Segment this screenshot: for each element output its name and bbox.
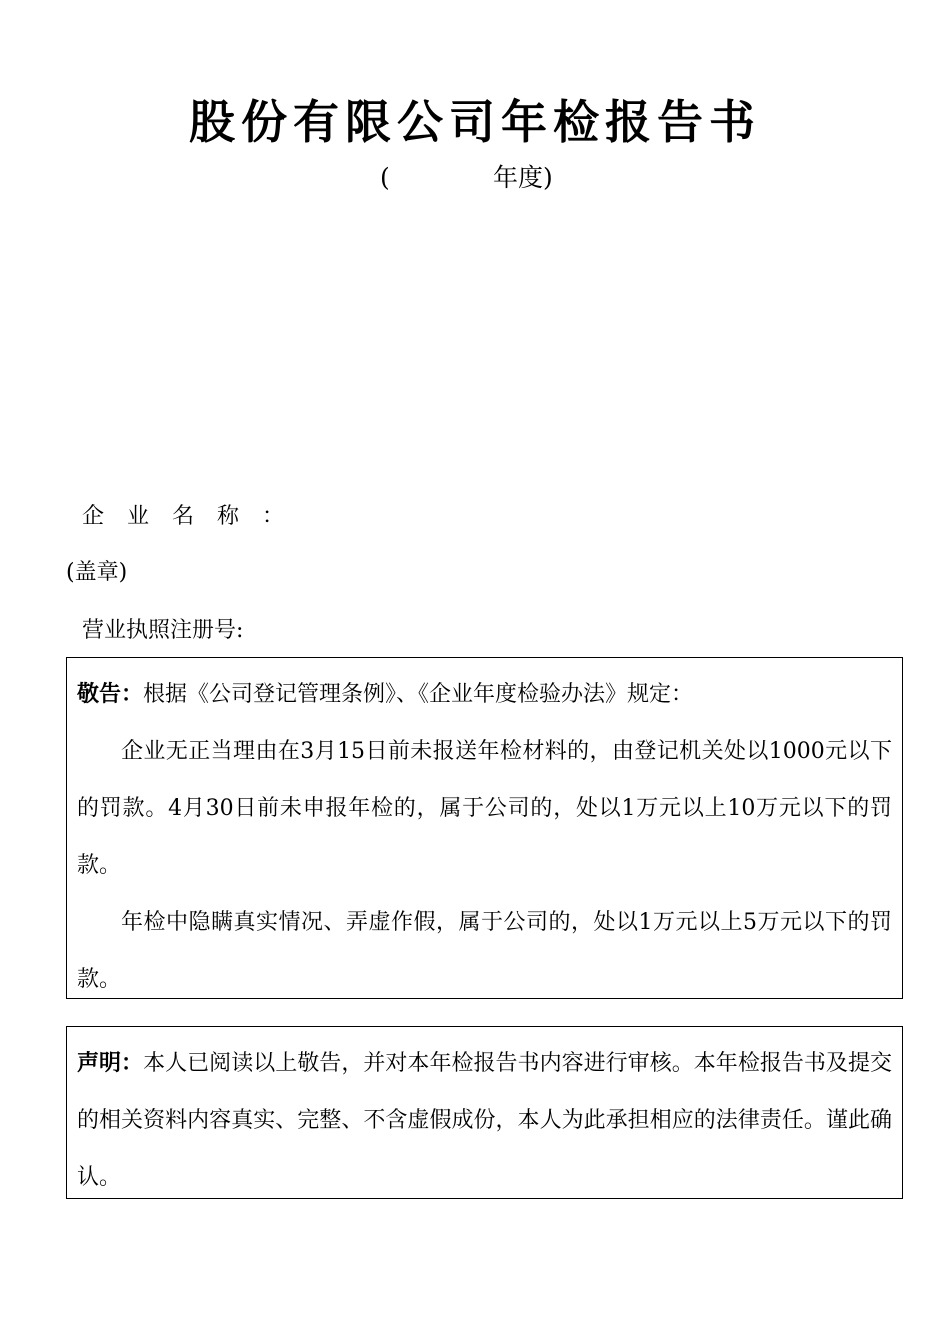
warning-intro bbox=[77, 666, 892, 723]
statement-text: 本人已阅读以上敬告，并对本年检报告书内容进行审核。本年检报告书及提交的相关资料内容真实、完整、不含虚假成份，本人为此承担相应的法律责任。谨此确认。 bbox=[77, 1051, 892, 1190]
seal-label: (盖章) bbox=[66, 560, 128, 585]
document-title: 股份有限公司年检报告书 bbox=[189, 95, 761, 149]
warning-paragraph-2: 年检中隐瞒真实情况、弄虚作假，属于公司的，处以1万元以上5万元以下的罚款。 bbox=[77, 910, 892, 992]
year-label: 年度) bbox=[493, 163, 553, 192]
warning-paragraph-1: 企业无正当理由在3月15日前未报送年检材料的，由登记机关处以1000元以下的罚款。4月30日前未申报年检的，属于公司的，处以1万元以上10万元以下的罚款。 bbox=[77, 739, 892, 878]
statement-box bbox=[66, 1026, 903, 1199]
year-open-paren: ( bbox=[380, 163, 390, 192]
warning-box bbox=[66, 657, 903, 999]
statement-label: 声明： bbox=[77, 1051, 144, 1076]
company-name-colon: ： bbox=[262, 504, 285, 529]
warning-label: 敬告： bbox=[77, 682, 144, 707]
company-name-field bbox=[82, 500, 284, 534]
warning-intro-text: 根据《公司登记管理条例》、《企业年度检验办法》规定： bbox=[143, 682, 694, 707]
report-year-line bbox=[380, 158, 580, 198]
registration-number-label: 营业执照注册号: bbox=[82, 618, 244, 643]
company-name-label: 企业名称 bbox=[82, 504, 263, 529]
statement-paragraph bbox=[77, 1035, 892, 1206]
